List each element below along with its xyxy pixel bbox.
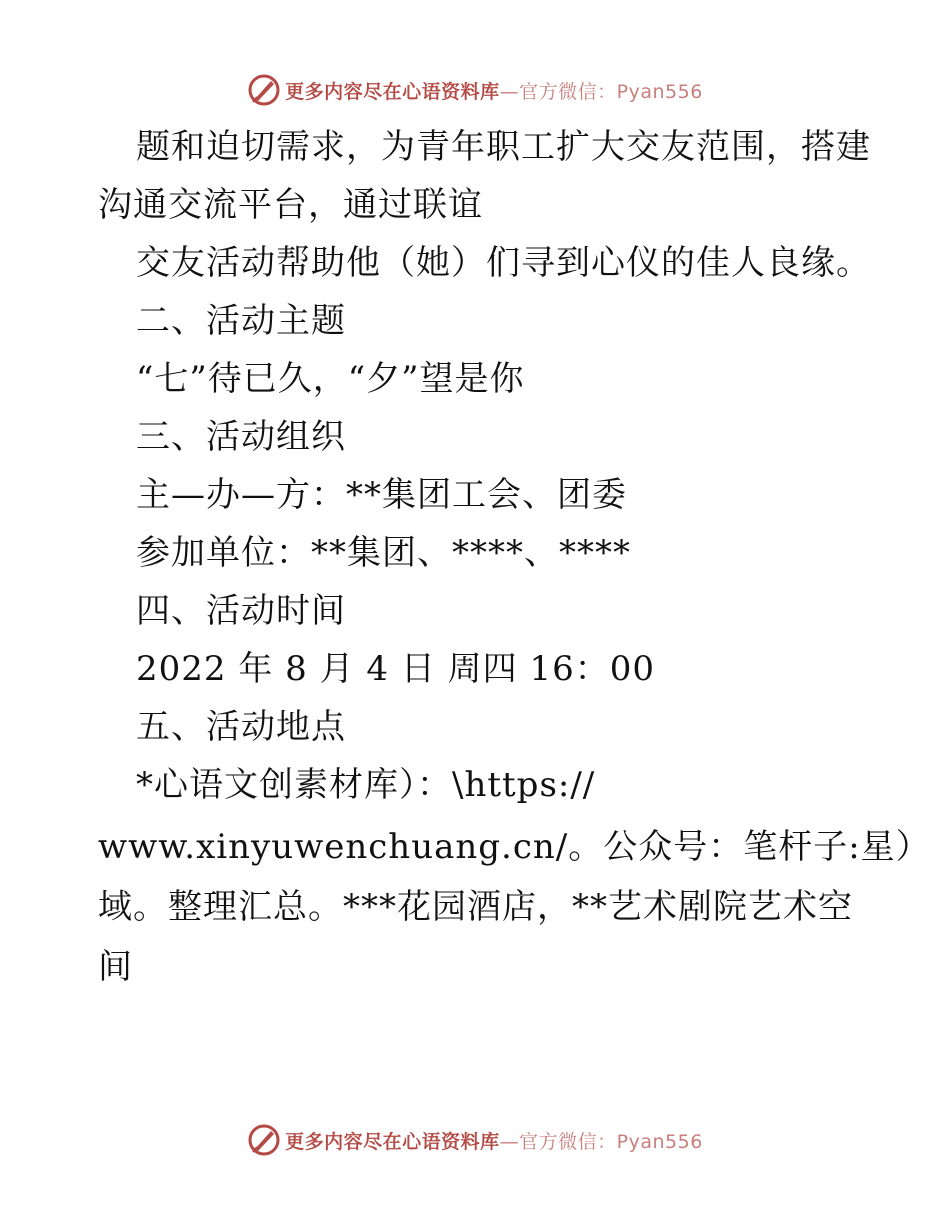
body-line: “七”待已久，“夕”望是你 [136,359,525,399]
body-line: 间 [98,947,133,987]
section-heading: 二、活动主题 [136,301,346,341]
body-line: 交友活动帮助他（她）们寻到心仪的佳人良缘。 [136,243,871,283]
body-line: 题和迫切需求，为青年职工扩大交友范围，搭建 [136,127,871,167]
body-line: 2022 年 8 月 4 日 周四 16：00 [136,649,655,689]
header-watermark-text: 更多内容尽在心语资料库—官方微信：Pyan556 [285,80,703,103]
body-line: 域。整理汇总。***花园酒店，**艺术剧院艺术空 [98,887,853,927]
body-line: www.xinyuwenchuang.cn/。公众号：笔杆子:星） [98,827,931,867]
quill-logo-icon [247,1123,281,1157]
body-line: 参加单位：**集团、****、**** [136,533,631,573]
body-line: 主—办—方：**集团工会、团委 [136,475,627,515]
section-heading: 三、活动组织 [136,417,346,457]
footer-watermark-banner [0,1120,950,1160]
body-line: 沟通交流平台，通过联谊 [98,185,483,225]
footer-watermark-text: 更多内容尽在心语资料库—官方微信：Pyan556 [285,1130,703,1153]
header-watermark-banner [0,70,950,110]
quill-logo-icon [247,73,281,107]
section-heading: 五、活动地点 [136,707,346,747]
section-heading: 四、活动时间 [136,591,346,631]
body-line: *心语文创素材库）：\https:// [136,765,596,805]
